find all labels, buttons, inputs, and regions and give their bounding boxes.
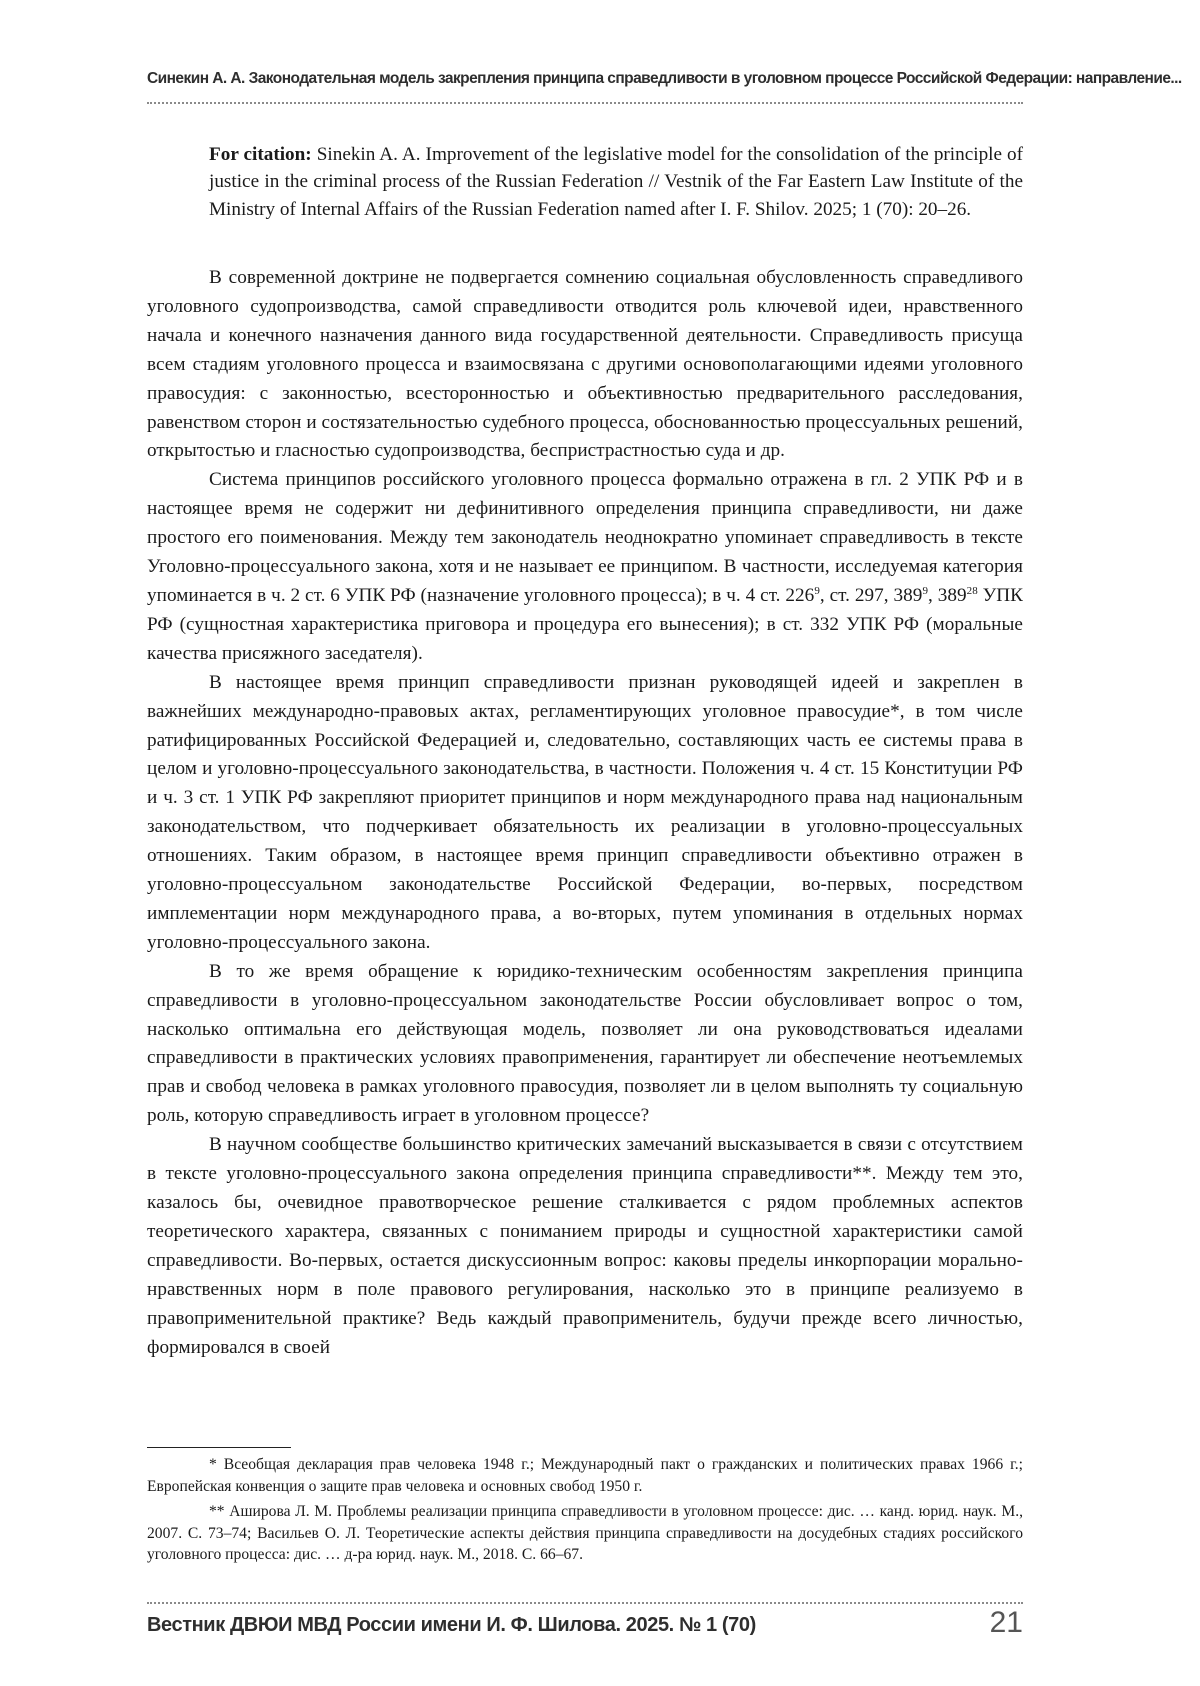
footnotes — [147, 1454, 1023, 1570]
paragraph-2-text-d: УПК РФ (сущностная характеристика приговора и процедура его вынесения); в ст. 332 УПК РФ (моральные качества присяжного заседателя). — [147, 584, 1023, 664]
citation-block — [209, 141, 1023, 223]
header-dotted-divider — [147, 102, 1023, 104]
footnote-rule — [147, 1447, 291, 1448]
paragraph-5: В научном сообществе большинство критических замечаний высказывается в связи с отсутствием в тексте уголовно-процессуального закона определения принципа справедливости**. Между тем это, казалось бы, очевидное правотворческое решение сталкивается с рядом проблемных аспектов теоретического характера, связанных с пониманием природы и сущностной характеристики самой справедливости. Во-первых, остается дискуссионным вопрос: каковы пределы инкорпорации морально-нравственных норм в поле правового регулирования, насколько это в принципе реализуемо в правоприменительной практике? Ведь каждый правоприменитель, будучи прежде всего личностью, формировался в своей — [147, 1134, 1023, 1358]
running-header: Синекин А. А. Законодательная модель закрепления принципа справедливости в уголовном процессе Российской Федерации: направление... — [147, 70, 1182, 87]
paragraph-2-text-c: , 389 — [928, 584, 967, 606]
paragraph-3: В настоящее время принцип справедливости признан руководящей идеей и закреплен в важнейших международно-правовых актах, регламентирующих уголовное правосудие*, в том числе ратифицированных Российской Федерацией и, следовательно, составляющих часть ее системы права в целом и уголовно-процессуального законодательства, в частности. Положения ч. 4 ст. 15 Конституции РФ и ч. 3 ст. 1 УПК РФ закрепляют приоритет принципов и норм международного права над национальным законодательством, что подчеркивает обязательность их реализации в уголовно-процессуальных отношениях. Таким образом, в настоящее время принцип справедливости объективно отражен в уголовно-процессуальном законодательстве Российской Федерации, во-первых, посредством имплементации норм международного права, а во-вторых, путем упоминания в отдельных нормах уголовно-процессуального закона. — [147, 671, 1023, 953]
paragraph-1: В современной доктрине не подвергается сомнению социальная обусловленность справедливого уголовного судопроизводства, самой справедливости отводится роль ключевой идеи, нравственного начала и конечного назначения данного вида государственной деятельности. Справедливость присуща всем стадиям уголовного процесса и взаимосвязана с другими основополагающими идеями уголовного правосудия: с законностью, всесторонностью и объективностью предварительного расследования, равенством сторон и состязательностью судебного процесса, обоснованностью процессуальных решений, открытостью и гласностью судопроизводства, беспристрастностью суда и др. — [147, 267, 1023, 462]
paragraph-4: В то же время обращение к юридико-техническим особенностям закрепления принципа справедливости в уголовно-процессуальном законодательстве России обусловливает вопрос о том, насколько оптимальна его действующая модель, позволяет ли она руководствоваться идеалами справедливости в практических условиях правоприменения, гарантирует ли обеспечение неотъемлемых прав и свобод человека в рамках уголовного правосудия, позволяет ли в целом выполнять ту социальную роль, которую справедливость играет в уголовном процессе? — [147, 960, 1023, 1127]
citation-text: Sinekin A. A. Improvement of the legislative model for the consolidation of the principle of justice in the criminal process of the Russian Federation // Vestnik of the Far Eastern Law Institute of the Ministry of Internal Affairs of the Russian Federation named after I. F. Shilov. 2025; 1 (70): 20–26. — [209, 144, 1024, 220]
page-number: 21 — [989, 1606, 1023, 1639]
superscript-28: 28 — [966, 584, 978, 597]
article-body — [147, 264, 1023, 1362]
footer-dotted-divider — [147, 1602, 1023, 1604]
running-footer: Вестник ДВЮИ МВД России имени И. Ф. Шилова. 2025. № 1 (70) — [147, 1614, 756, 1636]
paragraph-2-text-a: Система принципов российского уголовного процесса формально отражена в гл. 2 УПК РФ и в настоящее время не содержит ни дефинитивного определения принципа справедливости, ни даже простого его поименования. Между тем законодатель неоднократно упоминает справедливость в тексте Уголовно-процессуального закона, хотя и не называет ее принципом. В частности, исследуемая категория упоминается в ч. 2 ст. 6 УПК РФ (назначение уголовного процесса); в ч. 4 ст. 226 — [147, 469, 1023, 606]
footnote-1: * Всеобщая декларация прав человека 1948 г.; Международный пакт о гражданских и политических правах 1966 г.; Европейская конвенция о защите прав человека и основных свобод 1950 г. — [147, 1456, 1023, 1495]
footnote-2: ** Аширова Л. М. Проблемы реализации принципа справедливости в уголовном процессе: дис. … канд. юрид. наук. М., 2007. С. 73–74; Васильев О. Л. Теоретические аспекты действия принципа справедливости на досудебных стадиях российского уголовного процесса: дис. … д-ра юрид. наук. М., 2018. С. 66–67. — [147, 1503, 1023, 1563]
superscript-9: 9 — [814, 584, 820, 597]
citation-label: For citation: — [209, 144, 312, 165]
paragraph-2-text-b: , ст. 297, 389 — [819, 584, 923, 606]
paragraph-2 — [147, 466, 1023, 668]
superscript-9: 9 — [922, 584, 928, 597]
